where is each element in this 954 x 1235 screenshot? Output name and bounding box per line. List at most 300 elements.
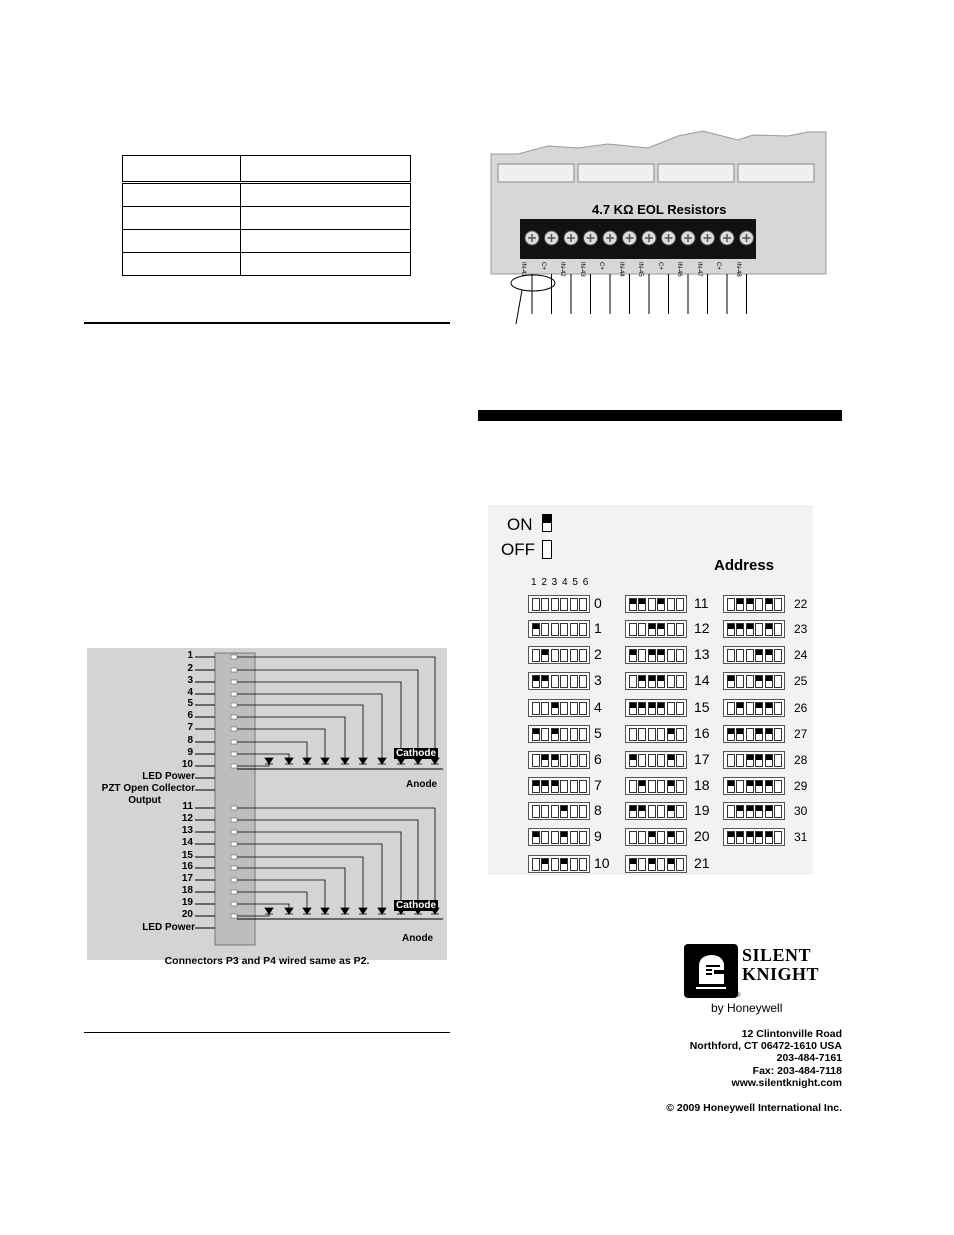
dip-toggle [638, 623, 646, 636]
address-number-25: 25 [794, 674, 808, 688]
dip-toggle [541, 831, 549, 844]
terminal-label: C+ [656, 262, 663, 270]
dip-toggle [676, 858, 684, 871]
address-number-5: 5 [594, 725, 602, 741]
dip-switch-8 [528, 802, 590, 820]
dip-toggle [629, 831, 637, 844]
address-number-24: 24 [794, 648, 808, 662]
dip-toggle [560, 831, 568, 844]
dip-toggle [676, 598, 684, 611]
dip-toggle [579, 754, 587, 767]
dip-toggle [736, 675, 744, 688]
dip-toggle [727, 623, 735, 636]
dip-toggle [579, 649, 587, 662]
dip-toggle [765, 780, 773, 793]
terminal-label: C+ [598, 262, 604, 270]
dip-toggle [736, 598, 744, 611]
pin-pad-4 [231, 692, 237, 696]
dip-switch-2 [528, 646, 590, 664]
dip-toggle [638, 754, 646, 767]
dip-toggle [774, 780, 782, 793]
pzt-label: PZT Open Collector [101, 783, 195, 794]
dip-toggle [736, 728, 744, 741]
dip-toggle [570, 675, 578, 688]
dip-toggle [667, 598, 675, 611]
logo-line-2: KNIGHT [742, 964, 820, 984]
pin-label-10: 10 [181, 759, 193, 770]
dip-toggle [746, 831, 754, 844]
dip-toggle [774, 702, 782, 715]
dip-toggle [532, 728, 540, 741]
pin-pad-2 [231, 668, 237, 672]
dip-toggle [746, 728, 754, 741]
dip-toggle [727, 702, 735, 715]
dip-toggle [667, 780, 675, 793]
dip-switch-4 [528, 699, 590, 717]
dip-toggle [727, 728, 735, 741]
pin-pad-19 [231, 902, 237, 906]
dip-toggle [765, 805, 773, 818]
dip-toggle [579, 831, 587, 844]
dip-toggle [560, 728, 568, 741]
dip-toggle [551, 598, 559, 611]
dip-toggle [746, 805, 754, 818]
dip-toggle [774, 805, 782, 818]
address-number-23: 23 [794, 622, 808, 636]
dip-switch-18 [625, 777, 687, 795]
pin-pad-16 [231, 866, 237, 870]
terminal-label: IN-46 [676, 262, 682, 277]
dip-toggle [774, 754, 782, 767]
dip-switch-29 [723, 777, 785, 795]
address-number-22: 22 [794, 597, 808, 611]
dip-toggle [746, 598, 754, 611]
pzt-output-label: Output [128, 795, 161, 806]
dip-toggle [648, 858, 656, 871]
dip-toggle [648, 754, 656, 767]
dip-toggle [579, 728, 587, 741]
dip-toggle [570, 702, 578, 715]
dip-toggle [638, 780, 646, 793]
dip-toggle [727, 754, 735, 767]
terminal-label: IN-47 [695, 262, 702, 277]
dip-toggle [579, 702, 587, 715]
dip-switch-6 [528, 751, 590, 769]
dip-toggle [551, 754, 559, 767]
pin-label-12: 12 [181, 813, 193, 824]
dip-toggle [774, 675, 782, 688]
dip-toggle [579, 805, 587, 818]
pin-label-6: 6 [187, 710, 193, 721]
terminal-label: C+ [539, 262, 546, 270]
cathode-label-2: Cathode [396, 900, 436, 911]
dip-toggle [765, 728, 773, 741]
dip-toggle [657, 858, 665, 871]
dip-toggle [667, 702, 675, 715]
dip-toggle [736, 623, 744, 636]
dip-toggle [746, 780, 754, 793]
anode-label-2: Anode [402, 933, 434, 944]
dip-toggle [570, 831, 578, 844]
fax: Fax: 203-484-7118 [752, 1064, 842, 1077]
address-number-13: 13 [694, 646, 710, 662]
dip-toggle [541, 598, 549, 611]
pin-label-8: 8 [187, 735, 193, 746]
off-switch-icon [542, 540, 552, 559]
dip-toggle [638, 675, 646, 688]
pin-label-13: 13 [181, 825, 193, 836]
pin-pad-8 [231, 740, 237, 744]
dip-toggle [579, 780, 587, 793]
logo-line-1: SILENT [742, 945, 812, 965]
address-number-9: 9 [594, 828, 602, 844]
dip-toggle [676, 728, 684, 741]
dip-toggle [570, 858, 578, 871]
dip-toggle [629, 649, 637, 662]
address-number-18: 18 [694, 777, 710, 793]
pin-label-15: 15 [181, 850, 193, 861]
dip-toggle [629, 858, 637, 871]
dip-switch-24 [723, 646, 785, 664]
pin-label-5: 5 [187, 698, 193, 709]
dip-toggle [560, 780, 568, 793]
dip-toggle [560, 805, 568, 818]
dip-toggle [551, 858, 559, 871]
anode-label: Anode [406, 779, 438, 790]
address-number-28: 28 [794, 753, 808, 767]
address-number-26: 26 [794, 701, 808, 715]
dip-toggle [746, 702, 754, 715]
dip-switch-17 [625, 751, 687, 769]
dip-toggle [551, 702, 559, 715]
dip-toggle [746, 649, 754, 662]
dip-switch-13 [625, 646, 687, 664]
dip-toggle [570, 780, 578, 793]
dip-switch-27 [723, 725, 785, 743]
dip-switch-22 [723, 595, 785, 613]
pin-pad-9 [231, 752, 237, 756]
dip-toggle [541, 623, 549, 636]
company-address [600, 1028, 842, 1089]
dip-toggle [541, 805, 549, 818]
dip-toggle [774, 728, 782, 741]
dip-toggle [648, 649, 656, 662]
terminal-label: IN-44 [617, 262, 624, 277]
dip-toggle [541, 702, 549, 715]
dip-chart [488, 505, 813, 875]
dip-toggle [648, 623, 656, 636]
dip-toggle [676, 754, 684, 767]
address-number-29: 29 [794, 779, 808, 793]
dip-toggle [629, 702, 637, 715]
dip-toggle [551, 780, 559, 793]
dip-toggle [676, 623, 684, 636]
dip-toggle [579, 858, 587, 871]
by-honeywell: by Honeywell [711, 1001, 783, 1015]
dip-toggle [532, 598, 540, 611]
dip-toggle [746, 675, 754, 688]
dip-toggle [736, 805, 744, 818]
dip-toggle [727, 831, 735, 844]
dip-switch-19 [625, 802, 687, 820]
dip-switch-25 [723, 672, 785, 690]
pin-label-3: 3 [187, 675, 193, 686]
pin-label-2: 2 [187, 663, 193, 674]
dip-toggle [657, 805, 665, 818]
dip-toggle [551, 805, 559, 818]
dip-switch-1 [528, 620, 590, 638]
dip-toggle [638, 858, 646, 871]
dip-toggle [560, 858, 568, 871]
dip-toggle [774, 598, 782, 611]
address-number-8: 8 [594, 802, 602, 818]
dip-toggle [648, 728, 656, 741]
address-number-31: 31 [794, 830, 808, 844]
dip-toggle [736, 754, 744, 767]
pin-label-14: 14 [181, 837, 193, 848]
dip-toggle [676, 831, 684, 844]
dip-toggle [667, 623, 675, 636]
address-number-20: 20 [694, 828, 710, 844]
dip-switch-23 [723, 620, 785, 638]
dip-toggle [638, 598, 646, 611]
dip-toggle [629, 805, 637, 818]
dip-toggle [774, 623, 782, 636]
copyright: © 2009 Honeywell International Inc. [666, 1102, 842, 1114]
dip-toggle [657, 675, 665, 688]
pin-pad-11 [231, 806, 237, 810]
dip-toggle [560, 598, 568, 611]
dip-toggle [648, 675, 656, 688]
pin-label-17: 17 [181, 873, 193, 884]
wiring-diagram [87, 648, 447, 960]
led-power-label-2: LED Power [142, 922, 195, 933]
address-number-14: 14 [694, 672, 710, 688]
dip-toggle [755, 831, 763, 844]
dip-toggle [746, 623, 754, 636]
dip-toggle [532, 623, 540, 636]
dip-toggle [541, 675, 549, 688]
dip-toggle [667, 754, 675, 767]
section-rule-bottom [84, 1032, 450, 1033]
dip-toggle [638, 702, 646, 715]
pin-label-4: 4 [187, 687, 193, 698]
address-number-0: 0 [594, 595, 602, 611]
dip-toggle [648, 598, 656, 611]
dip-switch-3 [528, 672, 590, 690]
dip-toggle [551, 728, 559, 741]
dip-toggle [657, 780, 665, 793]
dip-toggle [541, 754, 549, 767]
dip-toggle [755, 702, 763, 715]
dip-toggle [638, 831, 646, 844]
pin-label-16: 16 [181, 861, 193, 872]
dip-toggle [657, 623, 665, 636]
dip-toggle [667, 728, 675, 741]
dip-toggle [648, 702, 656, 715]
dip-toggle [657, 728, 665, 741]
address-number-3: 3 [594, 672, 602, 688]
dip-toggle [736, 702, 744, 715]
dip-toggle [560, 675, 568, 688]
dip-toggle [629, 754, 637, 767]
dip-toggle [570, 598, 578, 611]
silent-knight-logo [684, 944, 741, 999]
dip-toggle [765, 649, 773, 662]
on-label: ON [507, 515, 533, 534]
eol-board-svg [488, 126, 828, 326]
dip-toggle [667, 858, 675, 871]
dip-switch-16 [625, 725, 687, 743]
dip-toggle [765, 675, 773, 688]
pin-pad-13 [231, 830, 237, 834]
dip-switch-9 [528, 828, 590, 846]
dip-toggle [736, 780, 744, 793]
terminal-label: C+ [715, 262, 721, 270]
dip-toggle [541, 649, 549, 662]
dip-toggle [765, 702, 773, 715]
off-label: OFF [501, 540, 535, 559]
dip-toggle [676, 702, 684, 715]
terminal-label: IN-45 [637, 262, 643, 277]
dip-toggle [629, 598, 637, 611]
dip-toggle [541, 728, 549, 741]
dip-toggle [560, 649, 568, 662]
dip-toggle [657, 702, 665, 715]
dip-toggle [648, 805, 656, 818]
dip-switch-20 [625, 828, 687, 846]
registered-mark: ® [736, 993, 741, 999]
address-number-30: 30 [794, 804, 808, 818]
dip-toggle [755, 780, 763, 793]
pin-label-9: 9 [187, 747, 193, 758]
dip-toggle [755, 728, 763, 741]
dip-switch-11 [625, 595, 687, 613]
dip-toggle [579, 623, 587, 636]
address-number-17: 17 [694, 751, 710, 767]
dip-toggle [570, 805, 578, 818]
phone: 203-484-7161 [776, 1052, 842, 1065]
pin-pad-7 [231, 727, 237, 731]
dip-toggle [667, 831, 675, 844]
pin-label-1: 1 [187, 650, 193, 661]
dip-toggle [736, 649, 744, 662]
dip-switch-21 [625, 855, 687, 873]
dip-toggle [755, 598, 763, 611]
dip-toggle [629, 780, 637, 793]
spec-table [122, 155, 411, 276]
dip-toggle [532, 702, 540, 715]
dip-toggle [541, 780, 549, 793]
dip-switch-31 [723, 828, 785, 846]
dip-toggle [532, 805, 540, 818]
dip-toggle [579, 598, 587, 611]
dip-switch-28 [723, 751, 785, 769]
knight-helmet-icon [684, 944, 741, 999]
address-number-15: 15 [694, 699, 710, 715]
dip-toggle [755, 649, 763, 662]
dip-toggle [541, 858, 549, 871]
pin-pad-12 [231, 818, 237, 822]
address-number-10: 10 [594, 855, 610, 871]
pin-label-11: 11 [182, 801, 193, 812]
dip-toggle [727, 675, 735, 688]
dip-toggle [570, 754, 578, 767]
dip-toggle [676, 675, 684, 688]
dip-toggle [676, 649, 684, 662]
dip-toggle [727, 598, 735, 611]
address-number-6: 6 [594, 751, 602, 767]
dip-toggle [532, 649, 540, 662]
pin-pad-18 [231, 890, 237, 894]
pin-pad-14 [231, 842, 237, 846]
dip-toggle [570, 728, 578, 741]
dip-switch-7 [528, 777, 590, 795]
address-number-27: 27 [794, 727, 808, 741]
dip-toggle [667, 805, 675, 818]
dip-switch-15 [625, 699, 687, 717]
terminal-label: IN-42 [559, 262, 565, 277]
dip-toggle [755, 623, 763, 636]
dip-switch-14 [625, 672, 687, 690]
dip-toggle [570, 649, 578, 662]
address-number-12: 12 [694, 620, 710, 636]
dip-switch-10 [528, 855, 590, 873]
dip-switch-5 [528, 725, 590, 743]
dip-toggle [727, 805, 735, 818]
dip-toggle [667, 649, 675, 662]
dip-toggle [570, 623, 578, 636]
address-number-16: 16 [694, 725, 710, 741]
address-number-1: 1 [594, 620, 602, 636]
dip-toggle [532, 858, 540, 871]
dip-toggle [638, 805, 646, 818]
terminal-label: IN-41 [520, 262, 526, 277]
dip-toggle [532, 780, 540, 793]
eol-board [488, 126, 828, 326]
dip-toggle [765, 623, 773, 636]
dip-toggle [648, 831, 656, 844]
wiring-caption: Connectors P3 and P4 wired same as P2. [164, 955, 370, 967]
dip-toggle [676, 780, 684, 793]
dip-toggle [551, 675, 559, 688]
pin-label-20: 20 [181, 909, 193, 920]
dip-toggle [774, 649, 782, 662]
address-number-2: 2 [594, 646, 602, 662]
address-number-11: 11 [694, 595, 709, 611]
dip-toggle [765, 754, 773, 767]
dip-toggle [657, 754, 665, 767]
website[interactable]: www.silentknight.com [731, 1076, 842, 1089]
dip-toggle [551, 649, 559, 662]
pin-pad-6 [231, 715, 237, 719]
dip-toggle [774, 831, 782, 844]
dip-toggle [560, 702, 568, 715]
dip-toggle [629, 623, 637, 636]
dip-toggle [638, 649, 646, 662]
dip-toggle [746, 754, 754, 767]
dip-toggle [638, 728, 646, 741]
dip-toggle [560, 623, 568, 636]
dip-switch-30 [723, 802, 785, 820]
address-number-4: 4 [594, 699, 602, 715]
dip-toggle [532, 831, 540, 844]
pin-label-19: 19 [181, 897, 193, 908]
dip-toggle [736, 831, 744, 844]
dip-switch-26 [723, 699, 785, 717]
dip-toggle [727, 649, 735, 662]
dip-toggle [532, 754, 540, 767]
